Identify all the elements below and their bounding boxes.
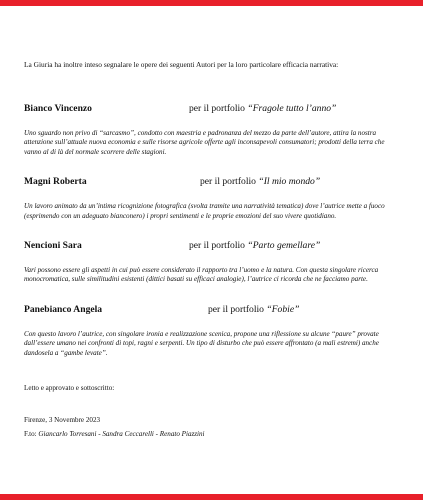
portfolio-title: “Il mio mondo” (258, 176, 321, 188)
entry-heading (24, 103, 397, 114)
portfolio-prefix: per il portfolio (208, 303, 264, 315)
entry-description: Uno sguardo non privo di “sarcasmo”, condotto con maestria e padronanza del mezzo da parte dell’autore, attira la nostra attenzione sull’attuale nuova economia e sulle risorse agricole offerte agli inconsapevoli consumatori; prodotti della terra che vanno al di là del normale scorrere delle stagioni. (24, 129, 385, 156)
entry-nencioni (24, 240, 397, 285)
portfolio-prefix: per il portfolio (189, 240, 245, 252)
approval-text: Letto e approvato e sottoscritto: (24, 384, 115, 393)
author-name: Magni Roberta (24, 176, 87, 188)
bottom-red-bar (0, 494, 423, 500)
entry-heading (24, 176, 397, 187)
document-body (24, 60, 397, 438)
top-red-bar (0, 0, 423, 6)
entry-magni (24, 176, 397, 221)
author-name: Bianco Vincenzo (24, 103, 92, 114)
portfolio-line (208, 304, 299, 315)
portfolio-title: “Fragole tutto l’anno” (247, 103, 337, 114)
entry-heading (24, 304, 397, 315)
intro-text: La Giuria ha inoltre inteso segnalare le opere dei seguenti Autori per la loro particolare efficacia narrativa: (24, 60, 339, 69)
portfolio-title: “Parto gemellare” (247, 240, 321, 252)
signatures-line (24, 430, 397, 438)
portfolio-title: “Fobie” (266, 303, 300, 315)
entry-bianco (24, 103, 397, 157)
signatures-prefix: F.to: (24, 430, 37, 439)
portfolio-prefix: per il portfolio (189, 103, 245, 114)
entry-description: Un lavoro animato da un’intima ricognizione fotografica (svolta tramite una narratività tematica) dove l’autrice mette a fuoco (esprimendo con un adeguato bianconero) i propri sentimenti e le proprie emozioni del suo vivere quotidiano. (24, 202, 385, 220)
signatures-names: Giancarlo Torresani - Sandra Ceccarelli - Renato Piazzini (38, 430, 205, 439)
entry-description: Con questo lavoro l’autrice, con singolare ironia e realizzazione scenica, propone una riflessione su alcune “paure” provate dall’essere umano nei confronti di topi, ragni e serpenti. Un tipo di disturbo che può essere affrontato (a mali estremi) anche dandosela a “gambe levate”. (24, 329, 379, 357)
entry-panebianco (24, 304, 397, 358)
portfolio-line (200, 176, 320, 187)
author-name: Panebianco Angela (24, 303, 103, 315)
portfolio-line (189, 103, 336, 114)
portfolio-line (189, 240, 320, 251)
entry-description: Vari possono essere gli aspetti in cui può essere considerato il rapporto tra l’uomo e la natura. Con questa singolare ricerca monocromatica, sulle similitudini esistenti (dittici basati su efficaci analogie), l’autrice ci ricorda che ne facciamo parte. (24, 266, 379, 284)
entry-heading (24, 240, 397, 251)
author-name: Nencioni Sara (24, 240, 82, 252)
place-date: Firenze, 3 Novembre 2023 (24, 416, 101, 425)
portfolio-prefix: per il portfolio (200, 176, 256, 188)
